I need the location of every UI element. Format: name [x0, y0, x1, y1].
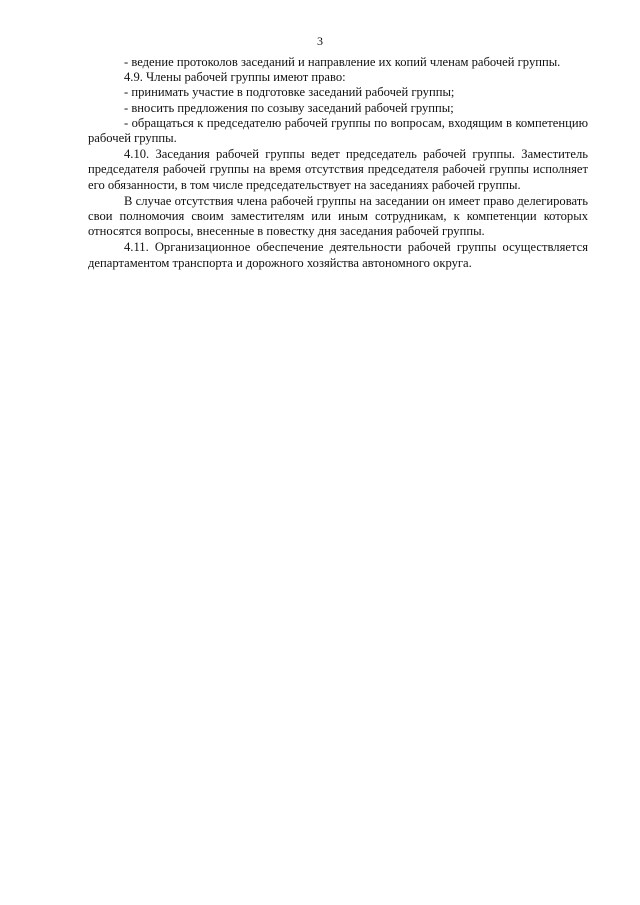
paragraph-participate: - принимать участие в подготовке заседаний рабочей группы;: [124, 85, 455, 100]
paragraph-appeal: - обращаться к председателю рабочей группы по вопросам, входящим в компетенцию рабочей группы.: [88, 115, 588, 146]
paragraph-4-10: 4.10. Заседания рабочей группы ведет председатель рабочей группы. Заместитель председателя рабочей группы на время отсутствия председателя рабочей группы исполняет его обязанности, в том числе председательствует на заседаниях рабочей группы.: [88, 147, 588, 192]
paragraph-protocols: - ведение протоколов заседаний и направление их копий членам рабочей группы.: [124, 55, 561, 69]
paragraph-4-9: 4.9. Члены рабочей группы имеют право:: [124, 70, 346, 85]
page-number: 3: [317, 34, 323, 48]
paragraph-propose: - вносить предложения по созыву заседаний рабочей группы;: [124, 100, 454, 115]
paragraph-4-11: 4.11. Организационное обеспечение деятельности рабочей группы осуществляется департаментом транспорта и дорожного хозяйства автономного округа.: [88, 240, 588, 270]
paragraph-absence: В случае отсутствия члена рабочей группы на заседании он имеет право делегировать свои полномочия своим заместителям или иным сотрудникам, к компетенции которых относятся вопросы, внесенные в повестку дня заседания рабочей группы.: [88, 193, 588, 239]
document-body: [88, 55, 588, 271]
